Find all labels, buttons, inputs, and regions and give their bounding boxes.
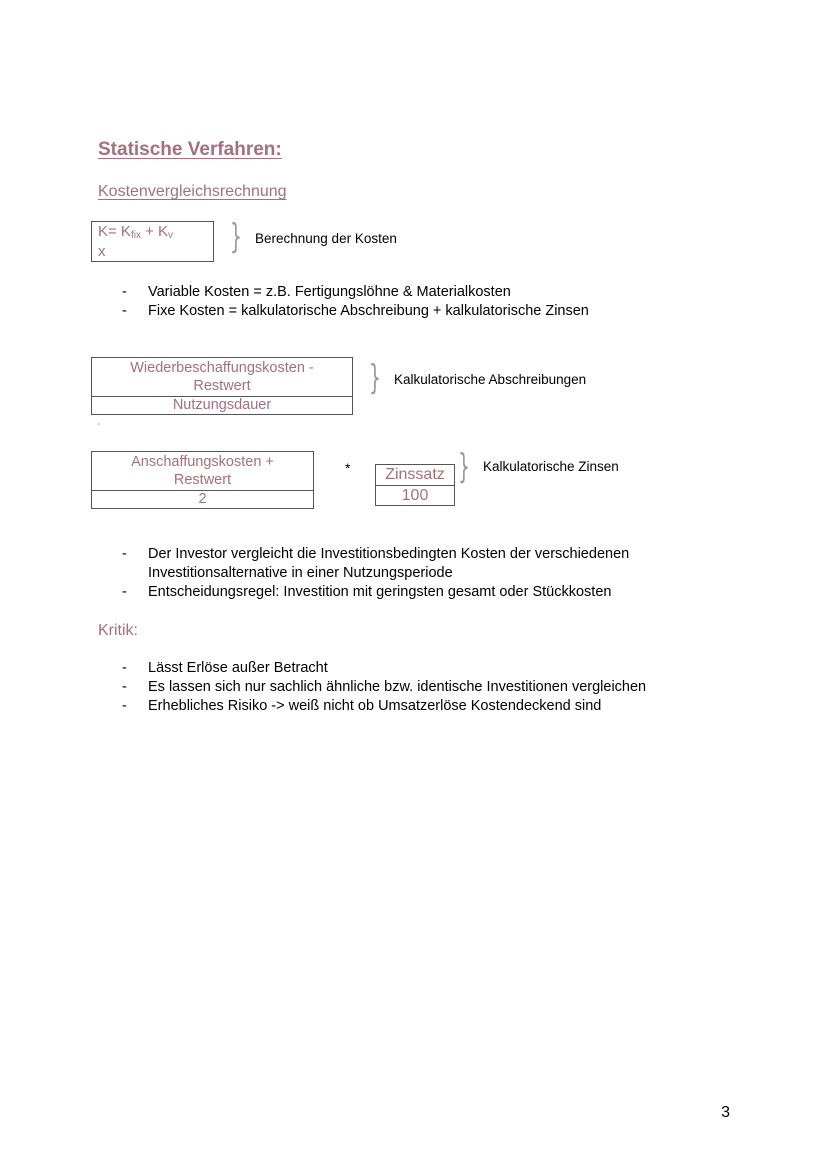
list-item: - Lässt Erlöse außer Betracht (122, 660, 328, 676)
interest-rate-numerator: Zinssatz (376, 465, 454, 486)
cost-formula-note: Berechnung der Kosten (255, 231, 397, 246)
cost-formula-line2: x (98, 243, 106, 260)
brace-icon: } (458, 447, 470, 487)
depreciation-fraction (91, 357, 353, 415)
separator-dash: - (97, 418, 101, 430)
brace-icon: } (230, 217, 242, 257)
interest-numerator: Anschaffungskosten + Restwert (92, 452, 313, 491)
list-item: - Fixe Kosten = kalkulatorische Abschreibung + kalkulatorische Zinsen (122, 303, 589, 319)
list-item: - Der Investor vergleicht die Investitionsbedingten Kosten der verschiedenen Investitionsalternative in einer Nutzungsperiode (122, 546, 630, 581)
page-number: 3 (721, 1104, 730, 1121)
cost-formula-line1: $K= K_{fix} + K_v$ (98, 223, 174, 241)
summary-bullet-list (122, 545, 629, 602)
depreciation-denominator: Nutzungsdauer (172, 397, 272, 413)
depreciation-note: Kalkulatorische Abschreibungen (394, 372, 587, 387)
cost-formula-box (91, 221, 214, 262)
list-item: - Erhebliches Risiko -> weiß nicht ob Umsatzerlöse Kostendeckend sind (122, 698, 602, 714)
interest-rate-fraction (375, 464, 455, 506)
cost-bullet-list (122, 283, 589, 321)
page-title: Statische Verfahren: (98, 139, 282, 160)
depreciation-numerator: Wiederbeschaffungskosten - Restwert (92, 358, 352, 397)
critique-heading: Kritik: (98, 622, 138, 639)
brace-icon: } (369, 358, 381, 398)
interest-fraction (91, 451, 314, 509)
list-item: - Variable Kosten = z.B. Fertigungslöhne & Materialkosten (122, 284, 511, 300)
list-item: - Entscheidungsregel: Investition mit geringsten gesamt oder Stückkosten (122, 584, 612, 600)
critique-bullet-list (122, 659, 646, 716)
list-item: - Es lassen sich nur sachlich ähnliche bzw. identische Investitionen vergleichen (122, 679, 647, 695)
section-title: Kostenvergleichsrechnung (98, 183, 287, 200)
interest-rate-denominator: 100 (401, 487, 429, 504)
interest-note: Kalkulatorische Zinsen (483, 459, 619, 474)
interest-denominator: 2 (198, 491, 207, 507)
multiply-sign: * (345, 460, 351, 476)
